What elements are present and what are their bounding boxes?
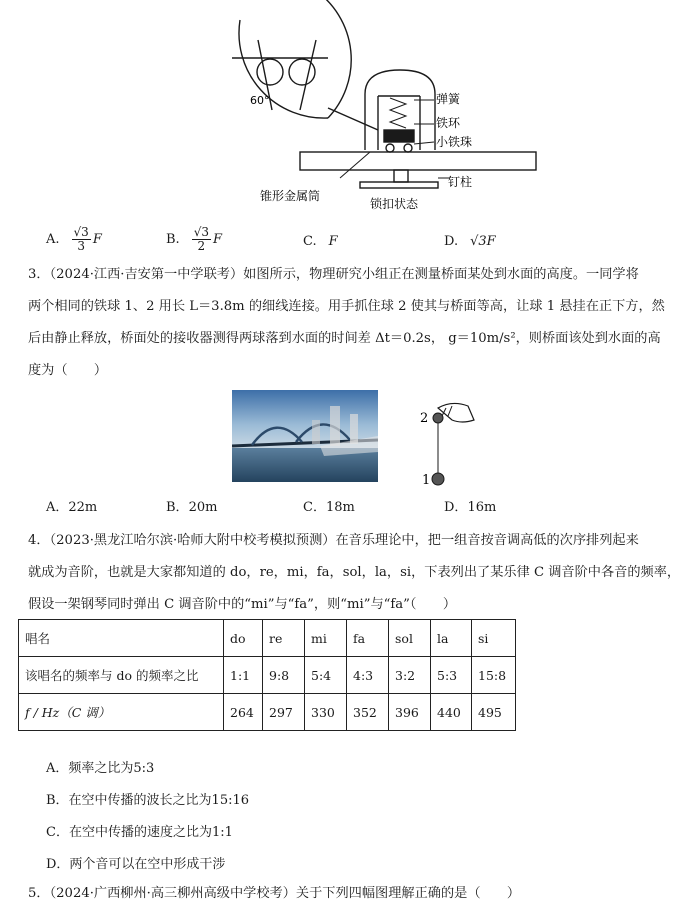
table-cell: do [224,620,263,657]
table-cell: 3:2 [389,657,431,694]
label-iron-bead: 小铁珠 [436,135,473,149]
lock-mechanism-figure [220,0,540,222]
q2-option-c[interactable]: C. F [303,234,338,249]
inset-zoom-circle [232,0,378,130]
table-cell: 唱名 [19,620,224,657]
table-cell: 15:8 [472,657,516,694]
q4-choice-d[interactable]: D．两个音可以在空中形成干涉 [46,857,226,872]
label-iron-ring: 铁环 [436,116,461,130]
table-cell: 5:4 [305,657,347,694]
label-pin: 钉柱 [448,175,473,189]
table-row [19,694,516,731]
q3-line-2: 两个相同的铁球 1、2 用长 L＝3.8m 的细线连接。用手抓住球 2 使其与桥面等高，让球 1 悬挂在正下方，然 [28,299,665,314]
table-cell: re [263,620,305,657]
q3-line-4: 度为（ ） [28,363,108,378]
base-plate [300,152,536,188]
q3-option-d[interactable]: D．16m [444,500,497,515]
q3-line-1: 3．（2024·江西·吉安第一中学联考）如图所示，物理研究小组正在测量桥面某处到水面的高度。一同学将 [28,267,639,282]
q4-line-1: 4．（2023·黑龙江哈尔滨·哈师大附中校考模拟预测）在音乐理论中，把一组音按音调高低的次序排列起来 [28,533,639,548]
table-cell: si [472,620,516,657]
bridge-photo [232,390,378,482]
frequency-table [18,619,516,731]
table-cell: mi [305,620,347,657]
ball-2-label: 2 [420,411,429,426]
lock-housing [365,70,435,152]
q2-option-d[interactable]: D. √3F [444,234,496,249]
q3-option-c[interactable]: C．18m [303,500,355,515]
q4-choice-b[interactable]: B．在空中传播的波长之比为15:16 [46,793,250,808]
table-cell: fa [347,620,389,657]
table-cell: 396 [389,694,431,731]
q5-line-1: 5．（2024·广西柳州·高三柳州高级中学校考）关于下列四幅图理解正确的是（ ） [28,886,521,901]
angle-label: 60° [250,94,270,107]
q3-line-3: 后由静止释放，桥面处的接收器测得两球落到水面的时间差 Δt＝0.2s， g＝10m/s²，则桥面该处到水面的高 [28,331,661,346]
hanging-balls-figure [412,398,484,490]
q2-option-a[interactable]: A. $\frac{√3}{3}$ F [46,225,102,253]
q3-option-b[interactable]: B．20m [166,500,218,515]
table-cell: 297 [263,694,305,731]
table-cell: sol [389,620,431,657]
table-row [19,620,516,657]
table-cell: 352 [347,694,389,731]
table-cell: 5:3 [431,657,472,694]
table-cell: 495 [472,694,516,731]
q4-line-2: 就成为音阶，也就是大家都知道的 do，re，mi，fa，sol，la，si，下表列出了某乐律 C 调音阶中各音的频率， [28,565,681,580]
table-cell: 440 [431,694,472,731]
q4-choice-c[interactable]: C．在空中传播的速度之比为1:1 [46,825,233,840]
table-cell: la [431,620,472,657]
q3-option-a[interactable]: A．22m [46,500,98,515]
table-cell: f / Hz（C 调） [19,694,224,731]
label-lock-state: 锁扣状态 [370,197,419,211]
q2-option-b[interactable]: B. $\frac{√3}{2}$ F [166,225,222,253]
label-cone-tube: 锥形金属筒 [260,189,321,203]
q4-choice-a[interactable]: A．频率之比为5:3 [46,761,155,776]
ball-1-label: 1 [422,473,431,488]
table-cell: 330 [305,694,347,731]
table-cell: 1:1 [224,657,263,694]
table-row [19,657,516,694]
q4-line-3: 假设一架钢琴同时弹出 C 调音阶中的“mi”与“fa”，则“mi”与“fa”（ ） [28,597,457,612]
table-cell: 4:3 [347,657,389,694]
table-cell: 264 [224,694,263,731]
table-cell: 9:8 [263,657,305,694]
table-cell: 该唱名的频率与 do 的频率之比 [19,657,224,694]
label-spring: 弹簧 [436,92,461,106]
